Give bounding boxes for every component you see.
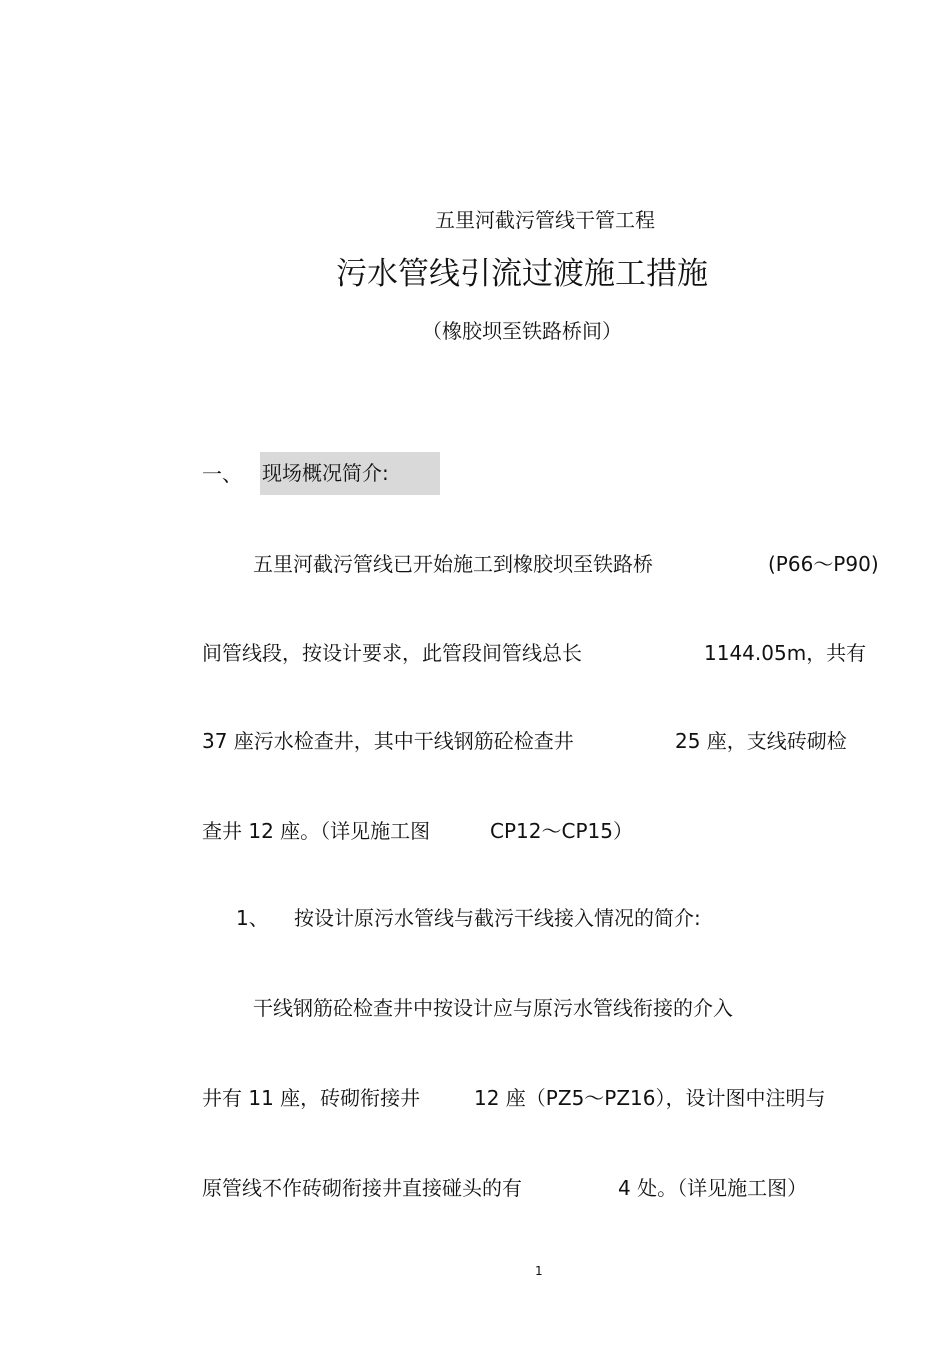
paragraph1-drawing-ref: CP12～CP15）	[490, 819, 633, 843]
paragraph2-line2: 井有 11 座，砖砌衔接井	[202, 1086, 421, 1110]
paragraph1-line3: 37 座污水检查井，其中干线钢筋砼检查井	[202, 729, 574, 753]
section-heading: 现场概况简介:	[260, 452, 440, 495]
page-number: 1	[535, 1264, 543, 1278]
paragraph1-length: 1144.05m，共有	[704, 641, 867, 665]
paragraph1-range: (P66～P90)	[768, 552, 879, 576]
page-subtitle: （橡胶坝至铁路桥间）	[422, 319, 622, 343]
project-name: 五里河截污管线干管工程	[435, 208, 655, 232]
paragraph2-line1: 干线钢筋砼检查井中按设计应与原污水管线衔接的介入	[253, 996, 733, 1020]
paragraph1-line2: 间管线段，按设计要求，此管段间管线总长	[202, 641, 582, 665]
subsection-number: 1、	[236, 906, 269, 930]
subsection-heading: 按设计原污水管线与截污干线接入情况的简介:	[294, 906, 701, 930]
paragraph2-count: 12 座（PZ5～PZ16），设计图中注明与	[474, 1086, 826, 1110]
paragraph1-line4: 查井 12 座。（详见施工图	[202, 819, 431, 843]
paragraph1-line1: 五里河截污管线已开始施工到橡胶坝至铁路桥	[253, 552, 653, 576]
page-title: 污水管线引流过渡施工措施	[336, 256, 708, 292]
paragraph2-line3: 原管线不作砖砌衔接井直接碰头的有	[202, 1176, 522, 1200]
section-number: 一、	[202, 462, 242, 486]
paragraph1-count: 25 座，支线砖砌检	[675, 729, 847, 753]
paragraph2-direct-count: 4 处。（详见施工图）	[618, 1176, 808, 1200]
